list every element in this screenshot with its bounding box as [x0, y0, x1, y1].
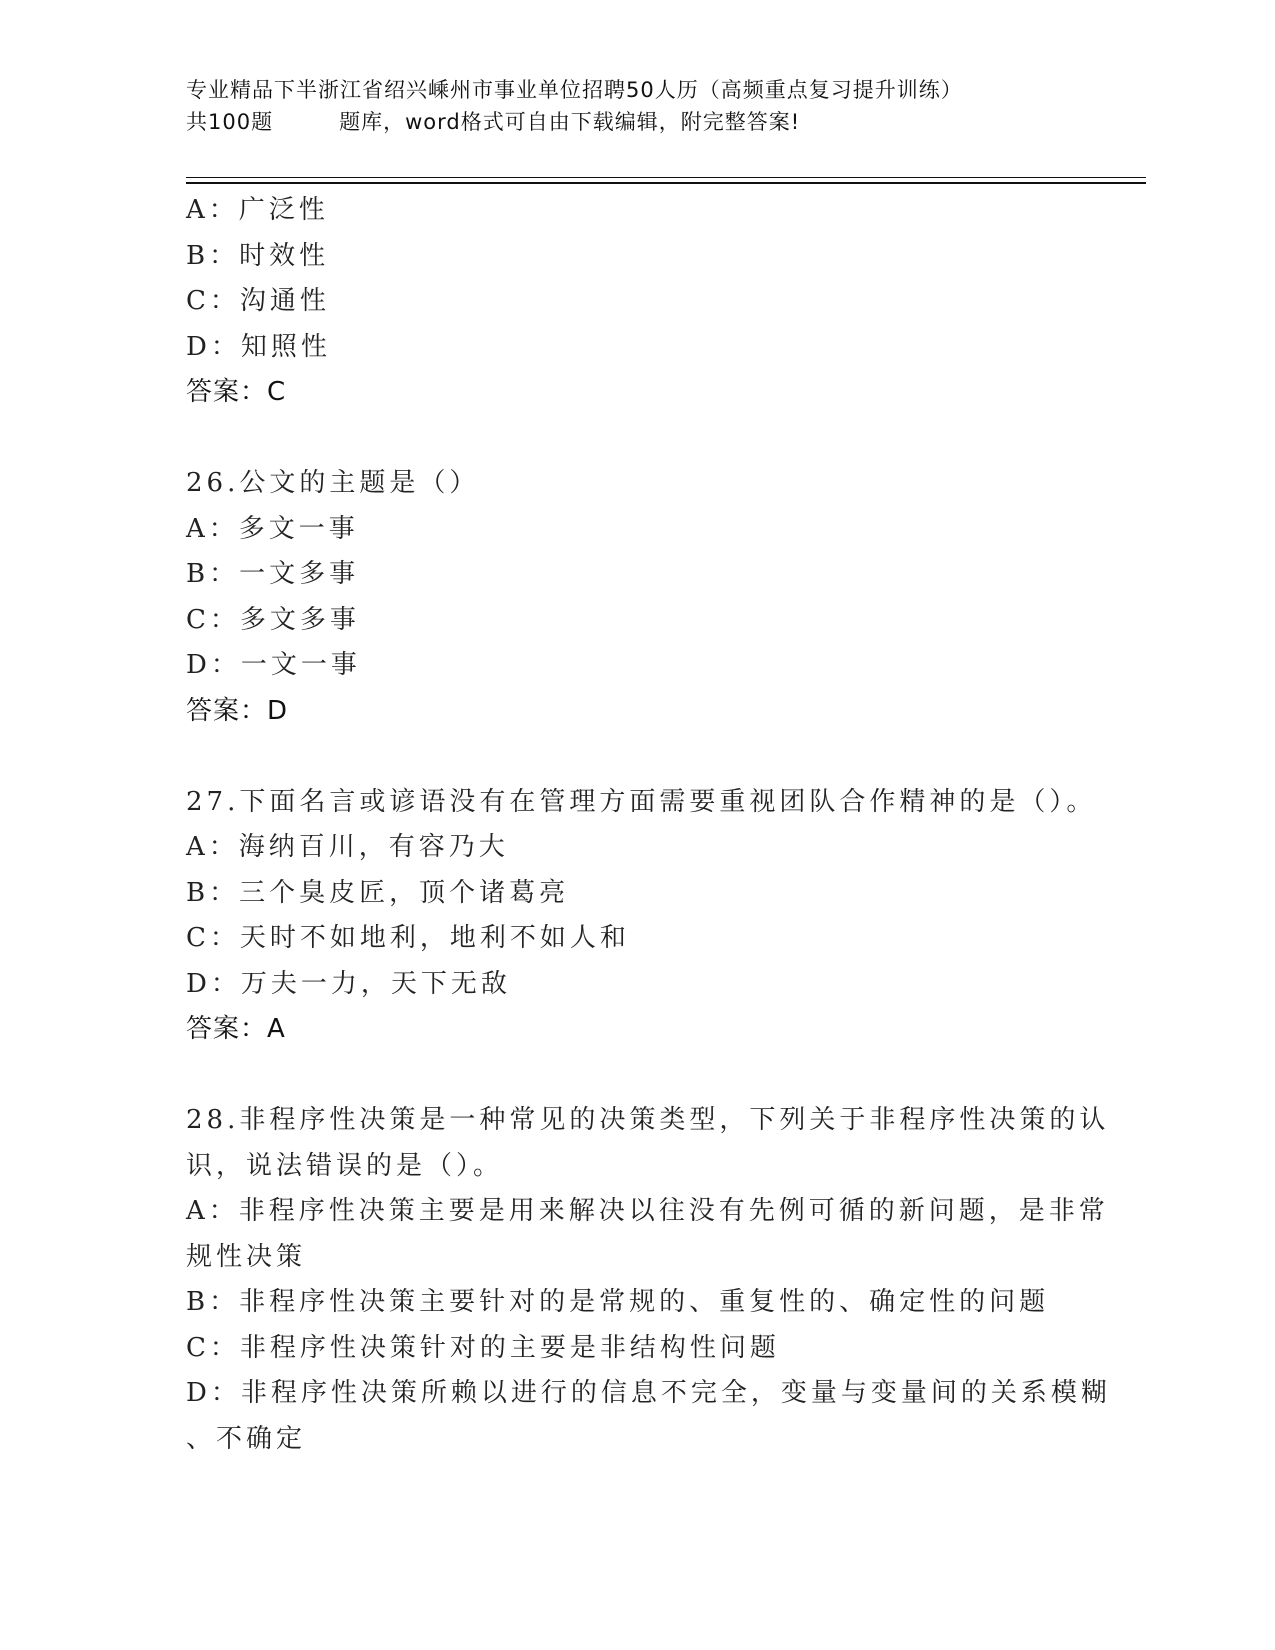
- q25-option-d: D：知照性: [186, 331, 331, 362]
- q27-option-a: A：海纳百川，有容乃大: [186, 832, 509, 862]
- q28-option-d-line2: 、不确定: [186, 1423, 307, 1454]
- q25-option-a: A：广泛性: [186, 195, 329, 225]
- q26-answer: 答案：D: [186, 695, 289, 726]
- page-header: [186, 74, 1146, 138]
- question-28-block: [186, 1098, 1111, 1462]
- q28-option-a-line1: A：非程序性决策主要是用来解决以往没有先例可循的新问题，是非常: [186, 1196, 1109, 1226]
- q28-option-a-line2: 规性决策: [186, 1241, 307, 1272]
- q26-question: 26.公文的主题是（）: [186, 468, 480, 498]
- q28-option-c: C：非程序性决策针对的主要是非结构性问题: [186, 1332, 780, 1363]
- q25-answer: 答案：C: [186, 377, 287, 407]
- q27-option-b: B：三个臭皮匠，顶个诸葛亮: [186, 877, 570, 908]
- q28-question-line1: 28.非程序性决策是一种常见的决策类型，下列关于非程序性决策的认: [186, 1105, 1110, 1135]
- header-title-line2: [186, 106, 1146, 138]
- question-27-block: [186, 780, 1097, 1053]
- q28-option-b: B：非程序性决策主要针对的是常规的、重复性的、确定性的问题: [186, 1287, 1050, 1317]
- question-25-block: [186, 188, 1086, 416]
- q27-question: 27.下面名言或谚语没有在管理方面需要重视团队合作精神的是（）。: [186, 786, 1097, 817]
- q26-option-b: B：一文多事: [186, 559, 360, 589]
- q26-option-a: A：多文一事: [186, 513, 359, 544]
- q27-option-c: C：天时不如地利，地利不如人和: [186, 923, 630, 953]
- q28-option-d-line1: D：非程序性决策所赖以进行的信息不完全，变量与变量间的关系模糊: [186, 1378, 1111, 1408]
- q26-option-d: D：一文一事: [186, 650, 361, 680]
- question-content: [186, 188, 1111, 1462]
- question-26-block: [186, 461, 1086, 734]
- q28-question-line2: 识，说法错误的是（）。: [186, 1150, 504, 1181]
- q25-option-b: B：时效性: [186, 240, 330, 271]
- q27-option-d: D：万夫一力，天下无敌: [186, 968, 511, 999]
- header-question-count: 共100题: [186, 110, 274, 134]
- q27-answer: 答案：A: [186, 1014, 286, 1044]
- header-divider-thick: [186, 182, 1146, 184]
- header-description: 题库，word格式可自由下载编辑，附完整答案!: [339, 110, 801, 134]
- q25-option-c: C：沟通性: [186, 286, 330, 316]
- q26-option-c: C：多文多事: [186, 604, 360, 635]
- header-divider-thin: [186, 177, 1146, 178]
- header-title-line1: 专业精品下半浙江省绍兴嵊州市事业单位招聘50人历（高频重点复习提升训练）: [186, 78, 963, 102]
